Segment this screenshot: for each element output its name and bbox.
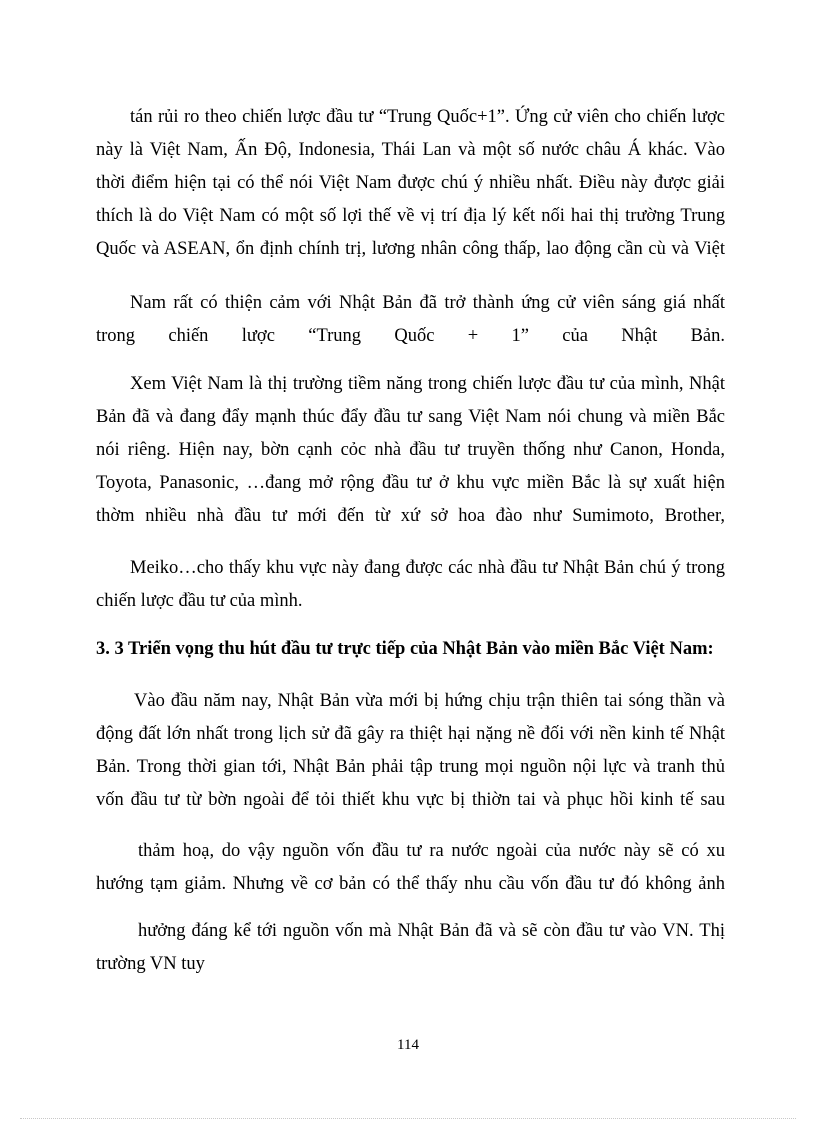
text-line: Bản đã và đang đẩy mạnh thúc đẩy đầu tư sang Việt Nam nói chung và miền Bắc: [96, 407, 725, 427]
text-line: thích là do Việt Nam có một số lợi thế về vị trí địa lý kết nối hai thị trường Trung: [96, 206, 725, 226]
section-heading: 3. 3 Triển vọng thu hút đầu tư trực tiếp của Nhật Bản vào miền Bắc Việt Nam:: [96, 639, 714, 659]
text-line: chiến lược đầu tư của mình.: [96, 591, 303, 611]
text-line: trong chiến lược “Trung Quốc + 1” của Nhật Bản.: [96, 326, 725, 346]
text-line: hưởng đáng kể tới nguồn vốn mà Nhật Bản đã và sẽ còn đầu tư vào VN. Thị: [138, 921, 725, 941]
text-line: vốn đầu tư từ bờn ngoài để tỏi thiết khu vực bị thiờn tai và phục hồi kinh tế sau: [96, 790, 725, 810]
text-line: tán rủi ro theo chiến lược đầu tư “Trung Quốc+1”. Ứng cử viên cho chiến lược: [130, 107, 725, 127]
text-line: thờm nhiều nhà đầu tư mới đến từ xứ sở hoa đào như Sumimoto, Brother,: [96, 506, 725, 526]
text-line: Toyota, Panasonic, …đang mở rộng đầu tư ở khu vực miền Bắc là sự xuất hiện: [96, 473, 725, 493]
text-line: thời điểm hiện tại có thể nói Việt Nam được chú ý nhiều nhất. Điều này được giải: [96, 173, 725, 193]
page-bottom-divider: [20, 1118, 796, 1119]
text-line: Meiko…cho thấy khu vực này đang được các nhà đầu tư Nhật Bản chú ý trong: [130, 558, 725, 578]
text-line: Vào đầu năm nay, Nhật Bản vừa mới bị hứng chịu trận thiên tai sóng thần và: [134, 691, 725, 711]
text-line: thảm hoạ, do vậy nguồn vốn đầu tư ra nước ngoài của nước này sẽ có xu: [138, 841, 725, 861]
text-line: trường VN tuy: [96, 954, 205, 974]
text-line: hướng tạm giảm. Nhưng về cơ bản có thể thấy nhu cầu vốn đầu tư đó không ảnh: [96, 874, 725, 894]
text-line: Bản. Trong thời gian tới, Nhật Bản phải tập trung mọi nguồn nội lực và tranh thủ: [96, 757, 725, 777]
page-number: 114: [397, 1037, 419, 1053]
text-line: Quốc và ASEAN, ổn định chính trị, lương nhân công thấp, lao động cần cù và Việt: [96, 239, 725, 259]
text-line: Xem Việt Nam là thị trường tiềm năng trong chiến lược đầu tư của mình, Nhật: [130, 374, 725, 394]
text-line: nói riêng. Hiện nay, bờn cạnh cỏc nhà đầu tư truyền thống như Canon, Honda,: [96, 440, 725, 460]
text-line: Nam rất có thiện cảm với Nhật Bản đã trở thành ứng cử viên sáng giá nhất: [130, 293, 725, 313]
text-line: này là Việt Nam, Ấn Độ, Indonesia, Thái Lan và một số nước châu Á khác. Vào: [96, 140, 725, 160]
text-line: động đất lớn nhất trong lịch sử đã gây ra thiệt hại nặng nề đối với nền kinh tế Nhật: [96, 724, 725, 744]
